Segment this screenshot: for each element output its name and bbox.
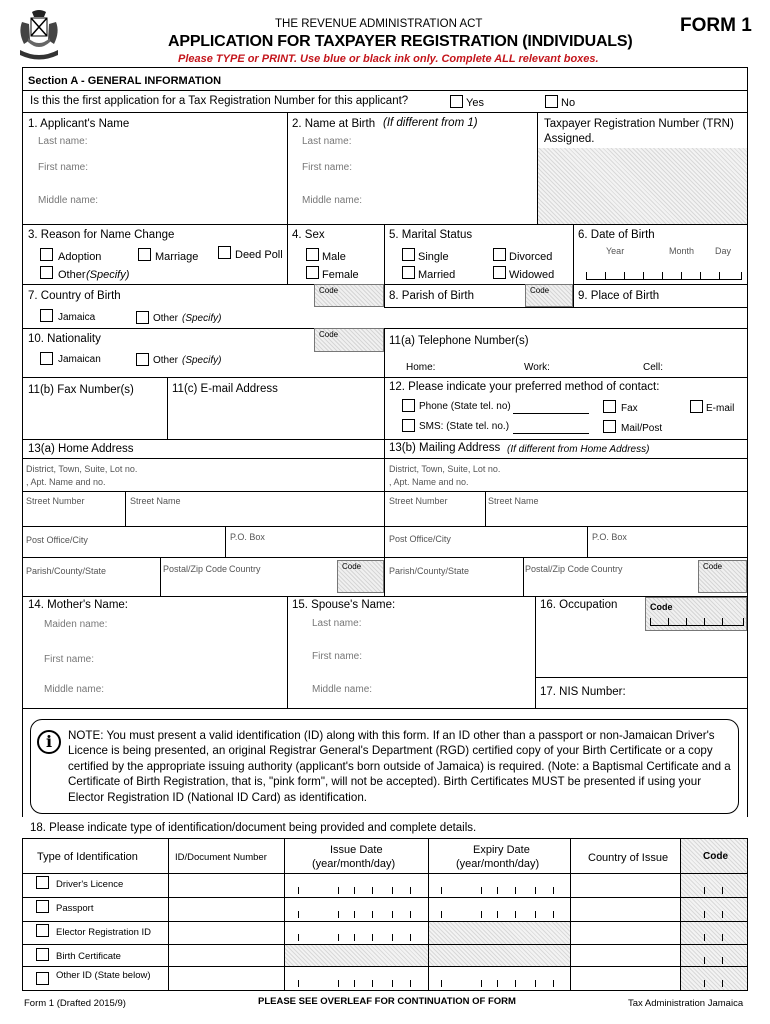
place-of-birth-label: 9. Place of Birth bbox=[578, 290, 660, 302]
applicant-first-name-label: First name: bbox=[38, 162, 89, 173]
mother-maiden-name-label: Maiden name: bbox=[44, 619, 108, 630]
footer-form-version: Form 1 (Drafted 2015/9) bbox=[24, 998, 126, 1009]
dob-day-label: Day bbox=[715, 246, 732, 256]
deed-poll-label: Deed Poll bbox=[235, 249, 283, 261]
date-of-birth-label: 6. Date of Birth bbox=[578, 229, 655, 241]
fax-number-label: 11(b) Fax Number(s) bbox=[28, 384, 134, 396]
adoption-label: Adoption bbox=[58, 251, 102, 263]
nationality-code[interactable]: Code bbox=[314, 328, 384, 352]
birth-jamaica-checkbox[interactable] bbox=[40, 309, 53, 322]
first-app-yes-checkbox[interactable] bbox=[450, 95, 463, 108]
spouse-last-name-label: Last name: bbox=[312, 618, 362, 629]
expiry-shade-elector bbox=[429, 921, 570, 944]
home-post-office-label: Post Office/City bbox=[26, 535, 88, 545]
info-icon: i bbox=[37, 730, 61, 754]
col-issue-header: Issue Date bbox=[330, 844, 383, 856]
marital-status-label: 5. Marital Status bbox=[389, 229, 473, 241]
reason-name-change-label: 3. Reason for Name Change bbox=[28, 229, 175, 241]
reason-other-specify: (Specify) bbox=[86, 269, 130, 281]
birth-other-label: Other bbox=[153, 313, 179, 324]
birth-middle-name-label: Middle name: bbox=[302, 195, 363, 206]
telephone-label: 11(a) Telephone Number(s) bbox=[389, 335, 529, 347]
mother-middle-name-label: Middle name: bbox=[44, 684, 105, 695]
mail-parish-label: Parish/County/State bbox=[389, 566, 470, 576]
nationality-other-checkbox[interactable] bbox=[136, 353, 149, 366]
home-district-label-2: , Apt. Name and no. bbox=[26, 477, 106, 487]
act-title: THE REVENUE ADMINISTRATION ACT bbox=[275, 18, 483, 30]
passport-label: Passport bbox=[56, 903, 94, 914]
birth-other-specify: (Specify) bbox=[182, 313, 222, 324]
mail-country-code[interactable]: Code bbox=[698, 560, 747, 593]
contact-phone-label: Phone (State tel. no) bbox=[419, 401, 511, 412]
coat-of-arms-logo bbox=[14, 8, 64, 64]
spouse-middle-name-label: Middle name: bbox=[312, 684, 373, 695]
elector-id-label: Elector Registration ID bbox=[56, 927, 152, 938]
other-id-checkbox[interactable] bbox=[36, 972, 49, 985]
mothers-name-label: 14. Mother's Name: bbox=[28, 599, 128, 611]
country-of-birth-label: 7. Country of Birth bbox=[28, 290, 121, 302]
cell-phone-label: Cell: bbox=[643, 362, 664, 373]
birth-certificate-label: Birth Certificate bbox=[56, 951, 121, 962]
mail-postal-label: Postal/Zip Code bbox=[525, 564, 590, 574]
adoption-checkbox[interactable] bbox=[40, 248, 53, 261]
form-number: FORM 1 bbox=[680, 15, 752, 36]
other-id-label: Other ID (State below) bbox=[56, 970, 151, 981]
col-id-header: ID/Document Number bbox=[175, 852, 267, 863]
contact-sms-checkbox[interactable] bbox=[402, 419, 415, 432]
first-app-yes-label: Yes bbox=[466, 97, 484, 109]
drivers-licence-checkbox[interactable] bbox=[36, 876, 49, 889]
id-section-title: 18. Please indicate type of identification/document being provided and complete details. bbox=[30, 822, 477, 834]
form-title: APPLICATION FOR TAXPAYER REGISTRATION (INDIVIDUALS) bbox=[168, 33, 633, 50]
mail-street-number-label: Street Number bbox=[389, 496, 448, 506]
mail-country-label: Country bbox=[591, 564, 623, 574]
home-street-name-label: Street Name bbox=[130, 496, 181, 506]
spouse-name-label: 15. Spouse's Name: bbox=[292, 599, 396, 611]
single-label: Single bbox=[418, 251, 449, 263]
contact-mail-checkbox[interactable] bbox=[603, 420, 616, 433]
home-address-label: 13(a) Home Address bbox=[28, 443, 134, 455]
divorced-checkbox[interactable] bbox=[493, 248, 506, 261]
name-at-birth-note: (If different from 1) bbox=[383, 117, 478, 129]
married-checkbox[interactable] bbox=[402, 266, 415, 279]
divorced-label: Divorced bbox=[509, 251, 553, 263]
instruction-text: Please TYPE or PRINT. Use blue or black ink only. Complete ALL relevant boxes. bbox=[178, 53, 599, 65]
mailing-address-label: 13(b) Mailing Address bbox=[389, 442, 501, 454]
contact-fax-label: Fax bbox=[621, 403, 638, 414]
dob-month-label: Month bbox=[669, 246, 695, 256]
home-postal-label: Postal/Zip Code bbox=[163, 564, 228, 574]
dob-year-label: Year bbox=[606, 246, 625, 256]
note-text: NOTE: You must present a valid identification (ID) along with this form. If an ID other than a passport or non-Jamaican Driver's Licence is being presented, an original Registrar General's Department (RGD) certified copy of your Birth Certificate or a copy certified by the appropriate issuing authority (applicant's born outside of Jamaica) is required. (Note: a Baptismal Certificate and a Certificate of Birth Registration, that is, "pink form", will not be accepted). Birth Certificates MUST be presented if using your Elector Registration ID (National ID Card) as identification. bbox=[68, 729, 731, 804]
male-checkbox[interactable] bbox=[306, 248, 319, 261]
col-code-header: Code bbox=[703, 851, 728, 862]
birth-jamaica-label: Jamaica bbox=[58, 312, 96, 323]
home-country-label: Country bbox=[229, 564, 261, 574]
applicant-last-name-label: Last name: bbox=[38, 136, 88, 147]
mail-street-name-label: Street Name bbox=[488, 496, 539, 506]
trn-label: Taxpayer Registration Number (TRN) bbox=[544, 118, 734, 130]
mail-district-label: District, Town, Suite, Lot no. bbox=[389, 464, 501, 474]
contact-fax-checkbox[interactable] bbox=[603, 400, 616, 413]
nationality-other-specify: (Specify) bbox=[182, 355, 222, 366]
elector-id-checkbox[interactable] bbox=[36, 924, 49, 937]
widowed-label: Widowed bbox=[509, 269, 555, 281]
reason-other-checkbox[interactable] bbox=[40, 266, 53, 279]
mail-district-label-2: , Apt. Name and no. bbox=[389, 477, 469, 487]
nis-number-label: 17. NIS Number: bbox=[540, 686, 626, 698]
first-app-no-label: No bbox=[561, 97, 576, 109]
contact-method-question: 12. Please indicate your preferred method of contact: bbox=[389, 381, 660, 393]
home-po-box-label: P.O. Box bbox=[230, 532, 265, 542]
marriage-checkbox[interactable] bbox=[138, 248, 151, 261]
work-phone-label: Work: bbox=[524, 362, 550, 373]
birth-first-name-label: First name: bbox=[302, 162, 353, 173]
contact-email-label: E-mail bbox=[706, 403, 735, 414]
occupation-code[interactable]: Code bbox=[645, 597, 747, 631]
birth-other-checkbox[interactable] bbox=[136, 311, 149, 324]
female-label: Female bbox=[322, 269, 359, 281]
first-app-no-checkbox[interactable] bbox=[545, 95, 558, 108]
home-country-code[interactable]: Code bbox=[337, 560, 384, 593]
applicant-middle-name-label: Middle name: bbox=[38, 195, 99, 206]
nationality-other-label: Other bbox=[153, 355, 179, 366]
dob-input[interactable] bbox=[586, 270, 742, 280]
contact-email-checkbox[interactable] bbox=[690, 400, 703, 413]
home-street-number-label: Street Number bbox=[26, 496, 85, 506]
footer-continuation-note: PLEASE SEE OVERLEAF FOR CONTINUATION OF FORM bbox=[258, 996, 516, 1007]
applicant-name-label: 1. Applicant's Name bbox=[28, 118, 130, 130]
jamaican-checkbox[interactable] bbox=[40, 352, 53, 365]
col-expiry-header: Expiry Date bbox=[473, 844, 530, 856]
mail-post-office-label: Post Office/City bbox=[389, 534, 451, 544]
col-expiry-header-2: (year/month/day) bbox=[456, 858, 540, 870]
country-birth-code[interactable]: Code bbox=[314, 284, 384, 307]
widowed-checkbox[interactable] bbox=[493, 266, 506, 279]
trn-shaded-box bbox=[538, 148, 747, 224]
note-box bbox=[30, 719, 739, 814]
single-checkbox[interactable] bbox=[402, 248, 415, 261]
birth-certificate-checkbox[interactable] bbox=[36, 948, 49, 961]
issue-shade-birth bbox=[285, 944, 428, 966]
parish-of-birth-label: 8. Parish of Birth bbox=[389, 290, 475, 302]
sex-label: 4. Sex bbox=[292, 229, 325, 241]
home-parish-label: Parish/County/State bbox=[26, 566, 107, 576]
home-district-label: District, Town, Suite, Lot no. bbox=[26, 464, 138, 474]
col-country-header: Country of Issue bbox=[588, 852, 669, 864]
birth-last-name-label: Last name: bbox=[302, 136, 352, 147]
expiry-shade-birth bbox=[429, 944, 570, 966]
passport-checkbox[interactable] bbox=[36, 900, 49, 913]
mother-first-name-label: First name: bbox=[44, 654, 95, 665]
contact-phone-checkbox[interactable] bbox=[402, 399, 415, 412]
home-phone-label: Home: bbox=[406, 362, 436, 373]
contact-mail-label: Mail/Post bbox=[621, 423, 663, 434]
col-type-header: Type of Identification bbox=[37, 851, 138, 863]
drivers-licence-label: Driver's Licence bbox=[56, 879, 124, 890]
section-a-title: Section A - GENERAL INFORMATION bbox=[28, 75, 222, 87]
nationality-label: 10. Nationality bbox=[28, 333, 101, 345]
parish-birth-code[interactable]: Code bbox=[525, 284, 573, 307]
reason-other-label: Other bbox=[58, 269, 86, 281]
trn-label-2: Assigned. bbox=[544, 133, 595, 145]
contact-sms-label: SMS: (State tel. no.) bbox=[419, 421, 510, 432]
marriage-label: Marriage bbox=[155, 251, 199, 263]
mailing-address-note: (If different from Home Address) bbox=[507, 444, 650, 455]
deed-poll-checkbox[interactable] bbox=[218, 246, 231, 259]
married-label: Married bbox=[418, 269, 456, 281]
mail-po-box-label: P.O. Box bbox=[592, 532, 627, 542]
email-address-label: 11(c) E-mail Address bbox=[172, 383, 278, 395]
first-application-question: Is this the first application for a Tax Registration Number for this applicant? bbox=[30, 95, 409, 107]
name-at-birth-label: 2. Name at Birth bbox=[292, 118, 376, 130]
male-label: Male bbox=[322, 251, 346, 263]
occupation-label: 16. Occupation bbox=[540, 599, 618, 611]
jamaican-label: Jamaican bbox=[58, 354, 101, 365]
spouse-first-name-label: First name: bbox=[312, 651, 363, 662]
footer-agency: Tax Administration Jamaica bbox=[628, 998, 744, 1009]
col-issue-header-2: (year/month/day) bbox=[312, 858, 396, 870]
female-checkbox[interactable] bbox=[306, 266, 319, 279]
